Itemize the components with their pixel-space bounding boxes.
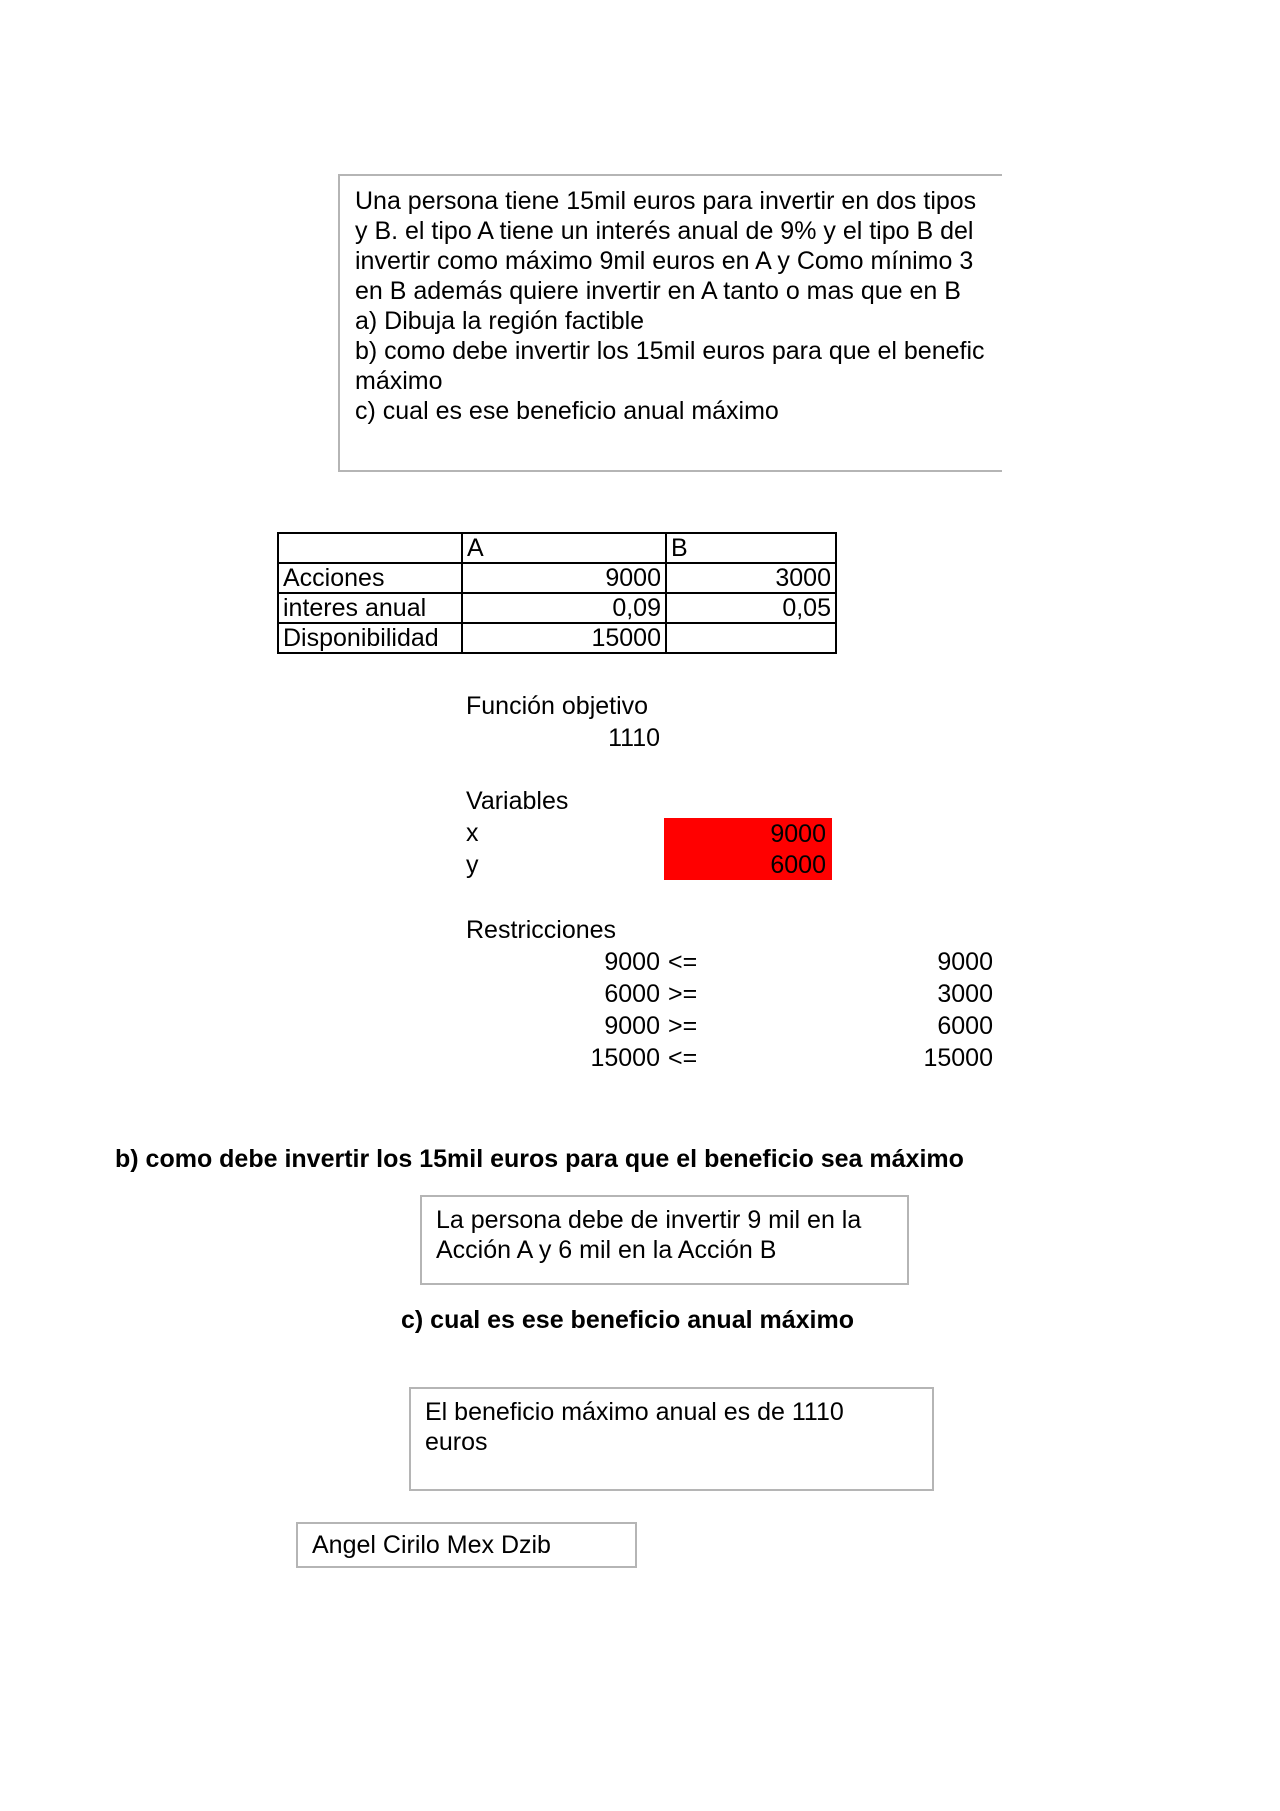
variable-x-value: 9000 xyxy=(664,818,832,850)
objective-label: Función objetivo xyxy=(466,692,649,720)
constraint-rhs: 6000 xyxy=(937,1012,993,1040)
problem-line: invertir como máximo 9mil euros en A y Como mínimo 3 xyxy=(355,247,974,275)
data-table xyxy=(277,532,837,654)
table-row xyxy=(278,593,836,623)
variable-x-name: x xyxy=(466,819,479,847)
constraint-lhs: 9000 xyxy=(604,1012,660,1040)
section-c-heading: c) cual es ese beneficio anual máximo xyxy=(401,1306,854,1334)
problem-line: c) cual es ese beneficio anual máximo xyxy=(355,397,779,425)
constraint-rhs: 9000 xyxy=(937,948,993,976)
answer-line: El beneficio máximo anual es de 1110 xyxy=(425,1398,844,1426)
table-header-cell xyxy=(278,533,462,563)
problem-line: b) como debe invertir los 15mil euros para que el benefic xyxy=(355,337,985,365)
problem-line: a) Dibuja la región factible xyxy=(355,307,645,335)
answer-line: euros xyxy=(425,1428,488,1456)
table-cell: 0,09 xyxy=(462,593,666,623)
objective-value: 1110 xyxy=(608,724,660,752)
constraint-operator: >= xyxy=(668,980,698,1008)
variables-label: Variables xyxy=(466,787,569,815)
problem-line: máximo xyxy=(355,367,443,395)
table-cell: 9000 xyxy=(462,563,666,593)
table-header-cell: B xyxy=(666,533,836,563)
problem-line: y B. el tipo A tiene un interés anual de 9% y el tipo B del xyxy=(355,217,974,245)
problem-line: Una persona tiene 15mil euros para invertir en dos tipos xyxy=(355,187,977,215)
author-box xyxy=(296,1522,637,1568)
constraint-operator: >= xyxy=(668,1012,698,1040)
constraint-rhs: 15000 xyxy=(923,1044,993,1072)
author-name: Angel Cirilo Mex Dzib xyxy=(312,1531,551,1559)
problem-line: en B además quiere invertir en A tanto o mas que en B xyxy=(355,277,961,305)
constraints-label: Restricciones xyxy=(466,916,617,944)
constraint-lhs: 6000 xyxy=(604,980,660,1008)
variable-y-value: 6000 xyxy=(664,850,832,880)
table-cell: interes anual xyxy=(278,593,462,623)
constraint-lhs: 9000 xyxy=(604,948,660,976)
table-header-cell: A xyxy=(462,533,666,563)
constraint-operator: <= xyxy=(668,948,698,976)
answer-line: La persona debe de invertir 9 mil en la xyxy=(436,1206,862,1234)
table-cell: Disponibilidad xyxy=(278,623,462,653)
table-row xyxy=(278,623,836,653)
section-b-answer-box xyxy=(420,1195,909,1285)
problem-text-box xyxy=(338,174,1002,472)
table-cell: 15000 xyxy=(462,623,666,653)
table-header-row xyxy=(278,533,836,563)
answer-line: Acción A y 6 mil en la Acción B xyxy=(436,1236,777,1264)
table-cell xyxy=(666,623,836,653)
constraint-operator: <= xyxy=(668,1044,698,1072)
table-cell: Acciones xyxy=(278,563,462,593)
section-b-heading: b) como debe invertir los 15mil euros para que el beneficio sea máximo xyxy=(115,1145,964,1173)
constraint-rhs: 3000 xyxy=(937,980,993,1008)
variable-y-name: y xyxy=(466,851,479,879)
constraint-lhs: 15000 xyxy=(590,1044,660,1072)
section-c-answer-box xyxy=(409,1387,934,1491)
table-row xyxy=(278,563,836,593)
table-cell: 0,05 xyxy=(666,593,836,623)
table-cell: 3000 xyxy=(666,563,836,593)
